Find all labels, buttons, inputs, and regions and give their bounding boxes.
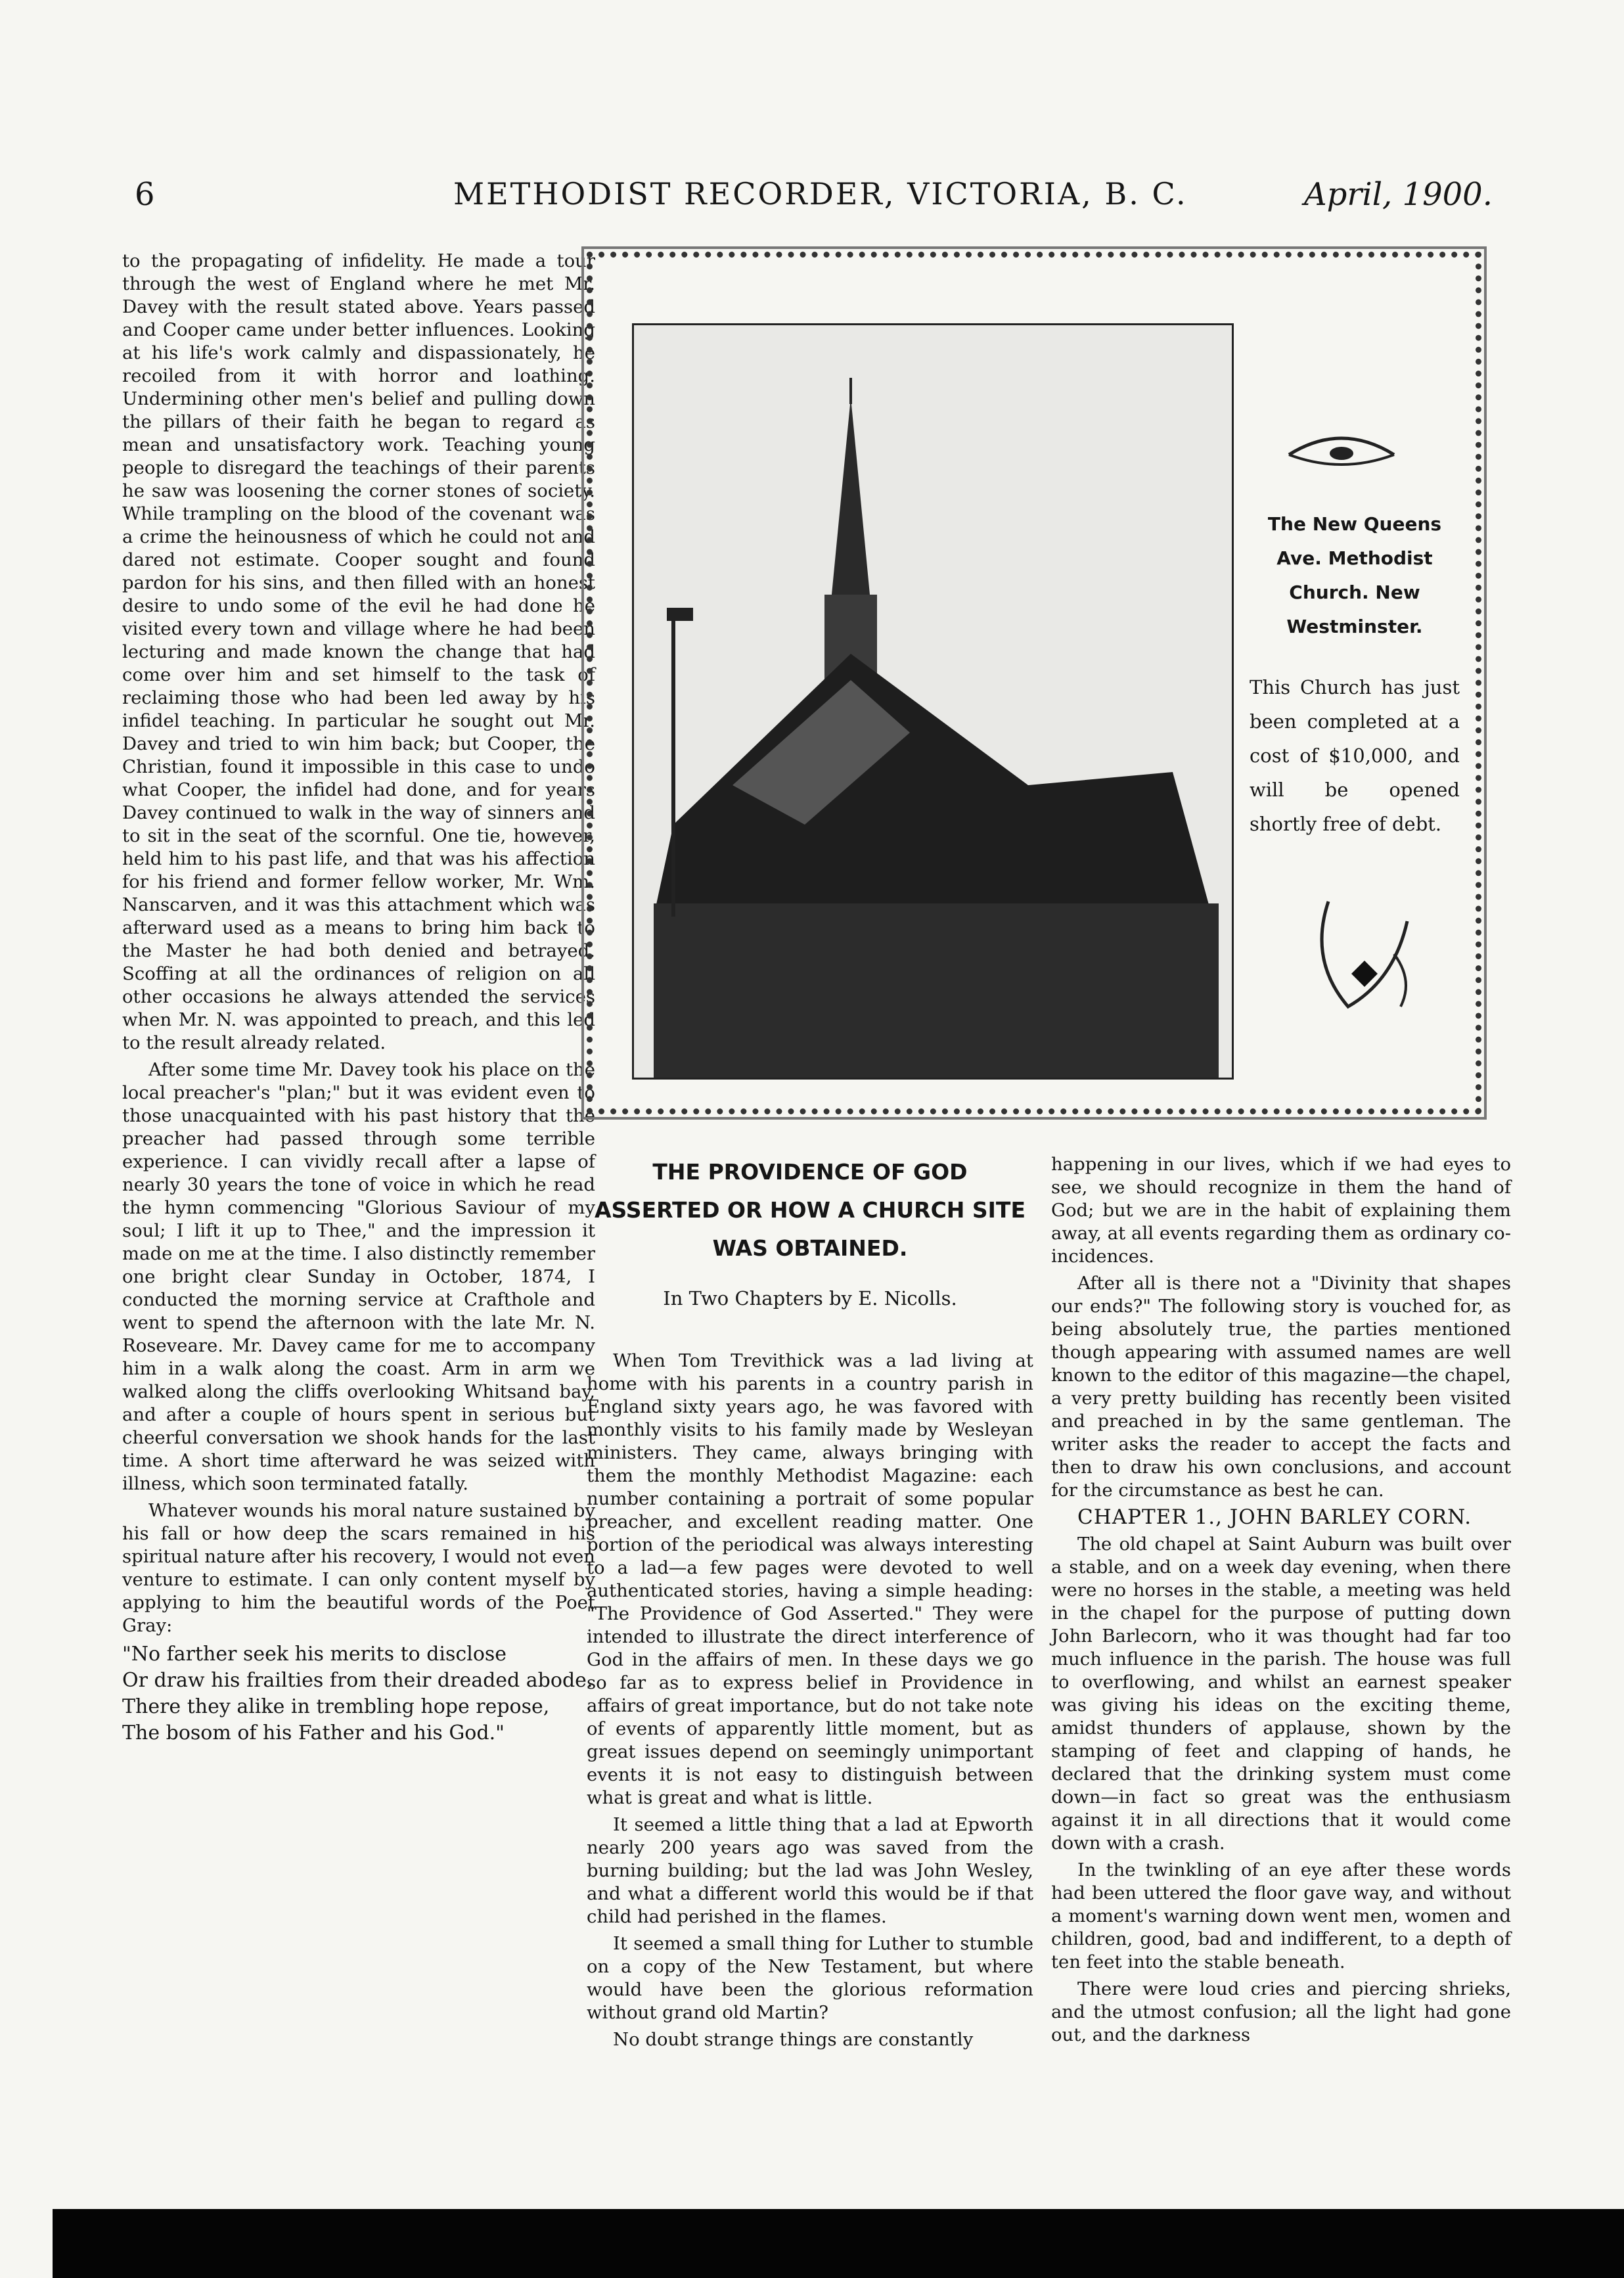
poem (122, 1641, 595, 1746)
photo-caption (1250, 507, 1460, 841)
page-number: 6 (135, 176, 155, 213)
paragraph: The old chapel at Saint Auburn was built over a stable, and on a week day evening, when there were no horses in the stable, a meeting was held in the chapel for the purpose of putting down John Barlecorn, who it was thought had far too much influence in the parish. The house was full to overflowing, and whilst an earnest speaker was giving his ideas on the exciting theme, amidst thunders of applause, shown by the stamping of feet and clapping of hands, he declared that the drinking system must come down—in fact so great was the enthusiasm against it in all directions that it would come down with a crash. (1051, 1534, 1511, 1854)
poem-line: There they alike in trembling hope repose, (122, 1695, 550, 1718)
paragraph: There were loud cries and piercing shrieks, and the utmost confusion; all the light had gone out, and the darkness (1051, 1978, 1511, 2045)
church-illustration (634, 325, 1232, 1078)
paragraph: Whatever wounds his moral nature sustained by his fall or how deep the scars remained in his spiritual nature after his recovery, I would not even venture to estimate. I can only content myself by applying to him the beautiful words of the Poet Gray: (122, 1500, 595, 1636)
article-title: THE PROVIDENCE OF GOD ASSERTED OR HOW A CHURCH SITE WAS OBTAINED. (594, 1159, 1026, 1261)
paragraph: happening in our lives, which if we had eyes to see, we should recognize in them the hand of God; but we are in the habit of explaining them away, at all events regarding them as ordinary co-incidences. (1051, 1154, 1511, 1267)
ornament-icon (1276, 409, 1407, 481)
church-feature-box (587, 252, 1481, 1114)
paragraph: to the propagating of infidelity. He made a tour through the west of England where he met Mr. Davey with the result stated above. Years passed and Cooper came under better influences. Looking at his life's work calmly and dispassionately, he recoiled from it with horror and loathing. Undermining other men's belief and pulling down the pillars of their faith he began to regard as mean and unsatisfactory work. Teaching young people to disregard the teachings of their parents he saw was loosening the corner stones of society. While trampling on the blood of the covenant was a crime the heinousness of which he could not and dared not estimate. Cooper sought and found pardon for his sins, and then filled with an honest desire to undo some of the evil he had done he visited every town and village where he had been lecturing and made known the change that had come over him and set himself to the task of reclaiming those who had been led away by his infidel teaching. In particular he sought out Mr. Davey and tried to win him back; but Cooper, the Christian, found it impossible in this case to undo what Cooper, the infidel had done, and for years Davey continued to walk in the way of sinners and to sit in the seat of the scornful. One tie, however, held him to his past life, and that was his affection for his friend and former fellow worker, Mr. Wm. Nanscarven, and it was this attachment which was afterward used as a means to bring him back to the Master he had both denied and betrayed. Scoffing at all the ordinances of religion on all other occasions he always attended the services when Mr. N. was appointed to preach, and this led to the result already related. (122, 250, 595, 1053)
poem-line: Or draw his frailties from their dreaded abode. (122, 1669, 593, 1692)
scan-edge-bar (53, 2209, 1624, 2278)
paragraph: When Tom Trevithick was a lad living at home with his parents in a country parish in England sixty years ago, he was favored with monthly visits to his family made by Wesleyan ministers. They came, always bringing with them the monthly Methodist Magazine: each number containing a portrait of some popular preacher, and excellent reading matter. One portion of the periodical was always interesting to a lad—a few pages were devoted to well authenticated stories, having a simple heading: "The Providence of God Asserted." They were intended to illustrate the direct interference of God in the affairs of men. In these days we go so far as to express belief in Providence in affairs of great importance, but do not take note of events of apparently little moment, but as great issues depend on seemingly unimportant events it is not easy to distinguish between what is great and what is little. (587, 1350, 1033, 1808)
paragraph: In the twinkling of an eye after these words had been uttered the floor gave way, and without a moment's warning down went men, women and children, good, bad and indifferent, to a depth of ten feet into the stable beneath. (1051, 1859, 1511, 1972)
poem-line: The bosom of his Father and his God." (122, 1721, 505, 1744)
paragraph: After all is there not a "Divinity that shapes our ends?" The following story is vouched for, as being absolutely true, the parties mentioned though appearing with assumed names are well known to the editor of this magazine—the chapel, a very pretty building has recently been visited and preached in by the same gentleman. The writer asks the reader to accept the facts and then to draw his own conclusions, and account for the circumstance as best he can. (1051, 1273, 1511, 1501)
page-header (0, 176, 1624, 242)
issue-date: April, 1900. (1304, 176, 1493, 213)
article-column-right (1051, 1153, 1511, 2051)
masthead: METHODIST RECORDER, VICTORIA, B. C. (453, 176, 1188, 212)
leaf-ornament-icon (1302, 882, 1427, 1026)
paragraph: It seemed a small thing for Luther to stumble on a copy of the New Testament, but where would have been the glorious reformation without grand old Martin? (587, 1933, 1033, 2023)
poem-line: "No farther seek his merits to disclose (122, 1643, 507, 1666)
article-byline: In Two Chapters by E. Nicolls. (663, 1287, 957, 1310)
paragraph: After some time Mr. Davey took his place on the local preacher's "plan;" but it was evident even to those unacquainted with his past history that the preacher had passed through some terrible experience. I can vividly recall after a lapse of nearly 30 years the tone of voice in which he read the hymn commencing "Glorious Saviour of my soul; I lift it up to Thee," and the impression it made on me at the time. I also distinctly remember one bright clear Sunday in October, 1874, I conducted the morning service at Crafthole and went to spend the afternoon with the late Mr. N. Roseveare. Mr. Davey came for me to accompany him in a walk along the coast. Arm in arm we walked along the cliffs overlooking Whitsand bay, and after a couple of hours spent in serious but cheerful conversation we shook hands for the last time. A short time afterward he was seized with illness, which soon terminated fatally. (122, 1059, 595, 1494)
article-column-middle (587, 1153, 1033, 2055)
church-photo (632, 323, 1234, 1080)
paragraph: No doubt strange things are constantly (613, 2029, 974, 2050)
caption-title: The New Queens Ave. Methodist Church. New Westminster. (1267, 513, 1442, 637)
chapter-heading: CHAPTER 1., JOHN BARLEY CORN. (1077, 1505, 1472, 1529)
paragraph: It seemed a little thing that a lad at Epworth nearly 200 years ago was saved from the burning building; but the lad was John Wesley, and what a different world this would be if that child had perished in the flames. (587, 1814, 1033, 1927)
caption-body: This Church has just been completed at a cost of $10,000, and will be opened shortly free of debt. (1250, 676, 1460, 835)
column-left (122, 250, 595, 1746)
